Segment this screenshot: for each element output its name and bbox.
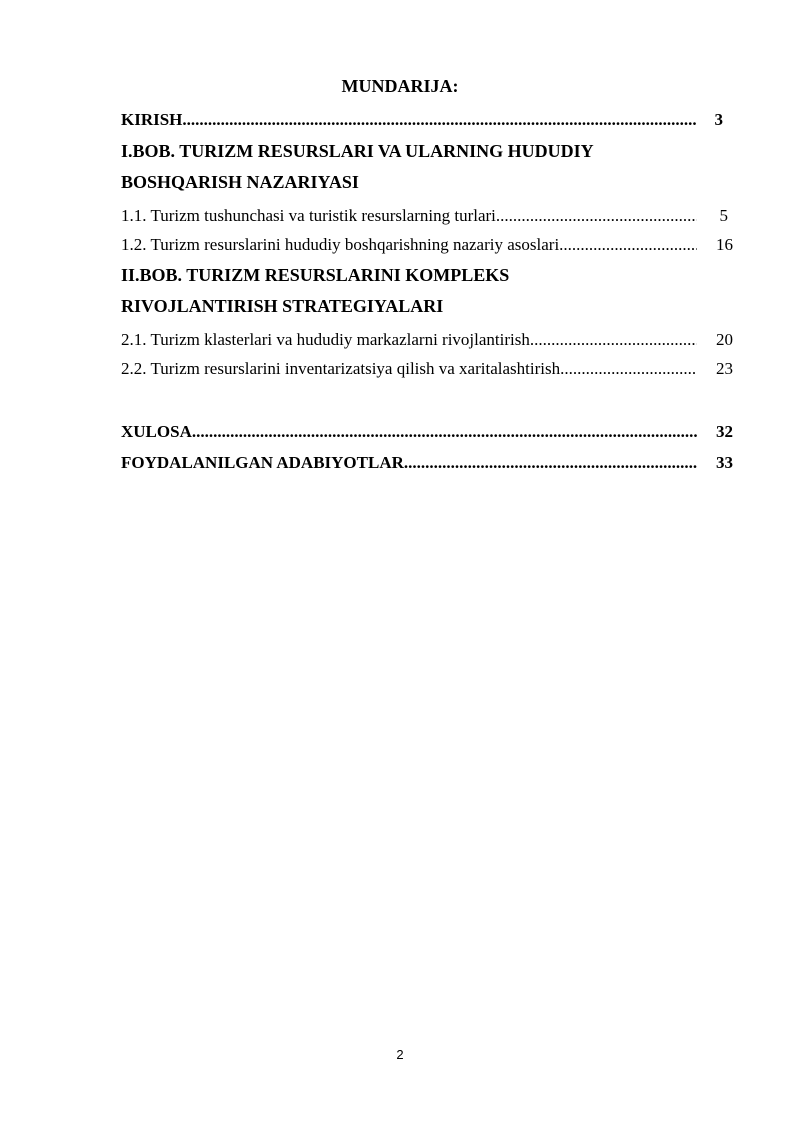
dot-leader: [192, 422, 697, 441]
toc-title: MUNDARIJA:: [341, 76, 459, 96]
chapter-1-heading-line-2[interactable]: BOSHQARISH NAZARIYASI: [121, 172, 359, 192]
dot-leader: [559, 235, 697, 254]
chapter-1-heading-line-1[interactable]: I.BOB. TURIZM RESURSLARI VA ULARNING HUDUDIY: [121, 141, 594, 161]
toc-entry-label: KIRISH: [121, 110, 183, 129]
toc-page-number: 20: [716, 330, 733, 349]
toc-page-number: 23: [716, 359, 733, 378]
toc-entry-intro[interactable]: [121, 107, 733, 133]
dot-leader: [496, 206, 697, 225]
toc-entry-section-1-2[interactable]: [121, 232, 733, 258]
dot-leader: [530, 330, 697, 349]
toc-page-number: 3: [714, 110, 723, 129]
toc-entry-conclusion[interactable]: [121, 419, 733, 445]
dot-leader: [560, 359, 697, 378]
toc-entry-label: 1.2. Turizm resurslarini hududiy boshqarishning nazariy asoslari: [121, 235, 560, 254]
toc-entry-label: XULOSA: [121, 422, 192, 441]
toc-entry-section-2-1[interactable]: [121, 327, 733, 353]
toc-page-number: 33: [716, 453, 733, 472]
page-number: 2: [396, 1047, 404, 1062]
chapter-2-heading-line-1[interactable]: II.BOB. TURIZM RESURSLARINI KOMPLEKS: [121, 265, 510, 285]
toc-page-number: 5: [719, 206, 728, 225]
toc-entry-section-1-1[interactable]: [121, 203, 733, 229]
toc-entry-label: 2.2. Turizm resurslarini inventarizatsiya qilish va xaritalashtirish: [121, 359, 561, 378]
dot-leader: [404, 453, 697, 472]
toc-entry-label: 2.1. Turizm klasterlari va hududiy markazlarni rivojlantirish: [121, 330, 530, 349]
toc-entry-label: FOYDALANILGAN ADABIYOTLAR: [121, 453, 404, 472]
toc-entry-references[interactable]: [121, 450, 733, 476]
toc-entry-section-2-2[interactable]: [121, 356, 733, 382]
dot-leader: [182, 110, 697, 129]
toc-page-number: 16: [716, 235, 733, 254]
toc-entry-label: 1.1. Turizm tushunchasi va turistik resurslarning turlari: [121, 206, 496, 225]
toc-page-number: 32: [716, 422, 733, 441]
chapter-2-heading-line-2[interactable]: RIVOJLANTIRISH STRATEGIYALARI: [121, 296, 444, 316]
